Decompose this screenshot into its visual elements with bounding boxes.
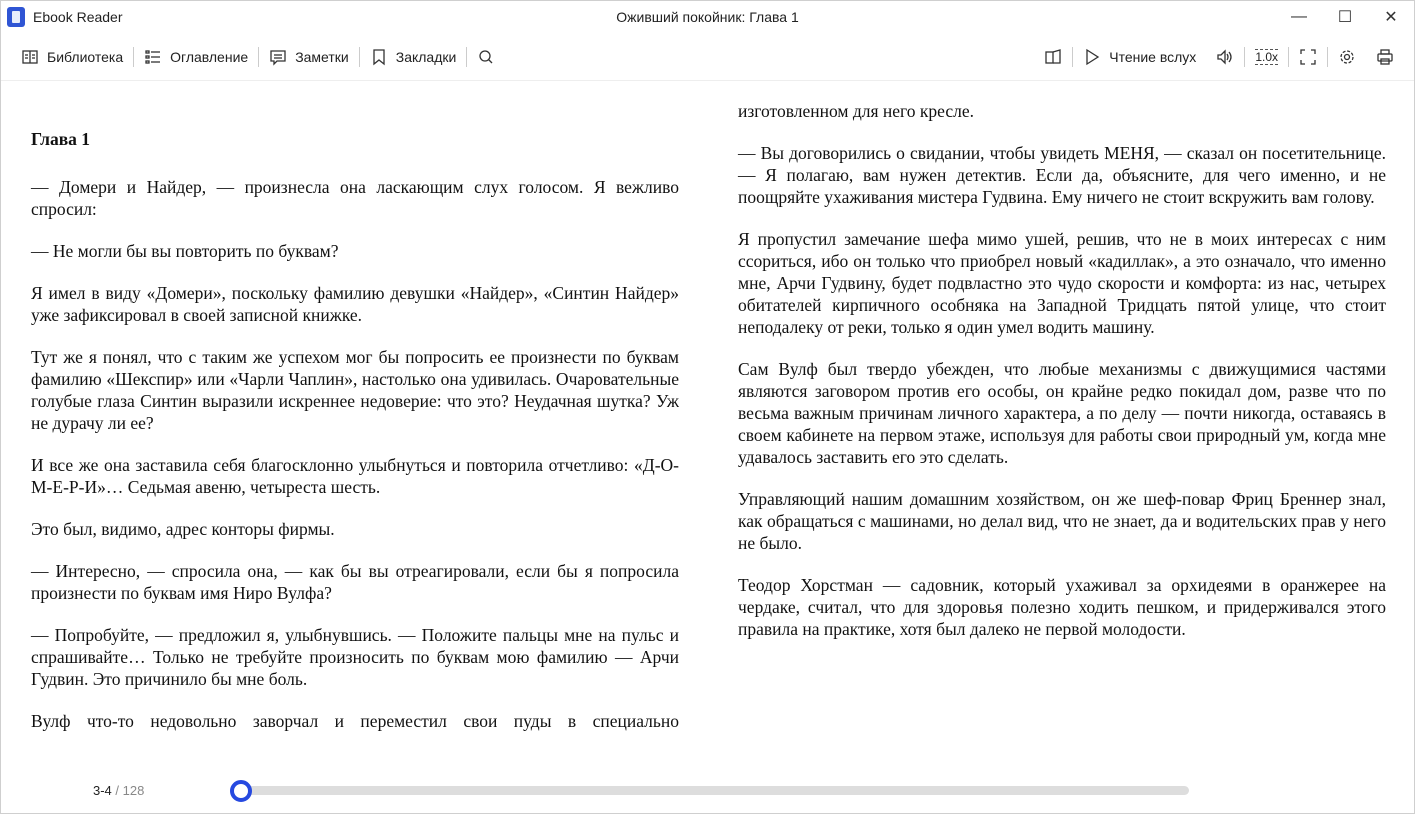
current-pages: 3-4 — [93, 783, 112, 798]
paragraph: И все же она заставила себя благосклонно улыбнуться и повторила отчетливо: «Д-О-М-Е-Р-И»… Седьмая авеню, четыреста шесть. — [31, 455, 679, 497]
fullscreen-button[interactable] — [1289, 41, 1327, 73]
book-layout-icon — [1044, 48, 1062, 66]
minimize-button[interactable]: — — [1291, 8, 1307, 25]
bookmarks-button[interactable] — [360, 41, 467, 73]
paragraph: Управляющий нашим домашним хозяйством, он же шеф-повар Фриц Бреннер знал, как обращаться с машинами, но делал вид, что не знает, да и водительских прав у него не было. — [738, 489, 1386, 553]
paragraph: — Вы договорились о свидании, чтобы увидеть МЕНЯ, — сказал он посетительнице. — Я полагаю, вам нужен детектив. Если да, объясните, для чего именно, и не поощряйте ухаживания мистера Гудвина. Ему ничего не стоит вскружить вам голову. — [738, 143, 1386, 207]
paragraph: Я пропустил замечание шефа мимо ушей, решив, что не в моих интересах с ним ссориться, ибо он только что приобрел новый «кадиллак», а это означало, что именно мне, Арчи Гудвину, будет подвластно это чудо скорости и комфорта: из нас, четырех обитателей кирпичного особняка на Западной Тридцать пятой улице, что стоит неподалеку от реки, только я один умел водить машину. — [738, 229, 1386, 337]
app-title: Ebook Reader — [33, 9, 123, 25]
print-button[interactable] — [1366, 41, 1404, 73]
slider-thumb[interactable] — [230, 780, 252, 802]
library-button[interactable] — [11, 41, 133, 73]
fullscreen-icon — [1299, 48, 1317, 66]
read-aloud-label: Чтение вслух — [1109, 48, 1197, 65]
close-button[interactable]: ✕ — [1384, 9, 1398, 26]
right-page — [738, 100, 1386, 660]
progress-slider[interactable] — [233, 786, 1189, 795]
bookmarks-label: Закладки — [395, 48, 457, 65]
settings-button[interactable] — [1328, 41, 1366, 73]
list-icon — [144, 48, 162, 66]
paragraph: Это был, видимо, адрес конторы фирмы. — [31, 519, 335, 539]
paragraph: изготовленном для него кресле. — [738, 101, 974, 121]
chapter-heading: Глава 1 — [31, 129, 91, 149]
maximize-button[interactable]: ☐ — [1337, 9, 1353, 26]
paragraph: Я имел в виду «Домери», поскольку фамилию девушки «Найдер», «Синтин Найдер» уже зафиксировал в своей записной книжке. — [31, 283, 679, 325]
paragraph: — Домери и Найдер, — произнесла она ласкающим слух голосом. Я вежливо спросил: — [31, 177, 679, 219]
search-button[interactable] — [467, 41, 505, 73]
speed-button[interactable] — [1245, 41, 1288, 73]
paragraph: Вулф что-то недовольно заворчал и переместил свои пуды в специально — [31, 711, 679, 731]
contents-label: Оглавление — [170, 48, 249, 65]
paragraph: Теодор Хорстман — садовник, который ухаживал за орхидеями в оранжерее на чердаке, считал, что для здоровья полезно ходить пешком, и придерживался этого правила на практике, хотя был далеко не первой молодости. — [738, 575, 1386, 639]
document-title: Оживший покойник: Глава 1 — [616, 9, 799, 25]
play-icon — [1083, 48, 1101, 66]
speed-label: 1.0x — [1255, 49, 1278, 64]
paragraph: Тут же я понял, что с таким же успехом мог бы попросить ее произнести по буквам фамилию «Шекспир» или «Чарли Чаплин», настолько она удивилась. Очаровательные голубые глаза Синтин выразили искреннее недоверие: что это? Неудачная шутка? Уж не дурачу ли ее? — [31, 347, 679, 433]
comment-icon — [269, 48, 287, 66]
notes-button[interactable] — [259, 41, 359, 73]
page-separator: / — [115, 783, 120, 798]
toolbar — [1, 33, 1414, 81]
printer-icon — [1376, 48, 1394, 66]
notes-label: Заметки — [295, 48, 349, 65]
search-icon — [477, 48, 495, 66]
library-label: Библиотека — [47, 48, 124, 65]
gear-icon — [1338, 48, 1356, 66]
paragraph: — Попробуйте, — предложил я, улыбнувшись. — Положите пальцы мне на пульс и спрашивайте… Только не требуйте произносить по буквам мою фамилию — Арчи Гудвин. Это причинило бы мне боль. — [31, 625, 679, 689]
page-indicator — [93, 783, 144, 798]
total-pages: 128 — [122, 783, 145, 798]
title-bar — [1, 1, 1414, 33]
book-open-icon — [21, 48, 39, 66]
bookmark-icon — [370, 48, 388, 66]
page-layout-button[interactable] — [1034, 41, 1072, 73]
left-page — [31, 128, 679, 752]
speaker-icon — [1216, 48, 1234, 66]
read-aloud-button[interactable] — [1073, 41, 1206, 73]
app-book-icon — [7, 7, 25, 27]
footer — [1, 771, 1414, 811]
paragraph: — Интересно, — спросила она, — как бы вы отреагировали, если бы я попросила произнести по буквам имя Ниро Вулфа? — [31, 561, 679, 603]
paragraph: Сам Вулф был твердо убежден, что любые механизмы с движущимися частями являются заговором против его особы, он крайне редко покидал дом, разве что по весьма важным причинам личного характера, а по делу — почти никогда, оставаясь в своем кабинете на первом этаже, используя для работы свои природный ум, когда мне удавалось заставить его это сделать. — [738, 359, 1386, 467]
contents-button[interactable] — [134, 41, 258, 73]
volume-button[interactable] — [1206, 41, 1244, 73]
paragraph: — Не могли бы вы повторить по буквам? — [31, 241, 339, 261]
